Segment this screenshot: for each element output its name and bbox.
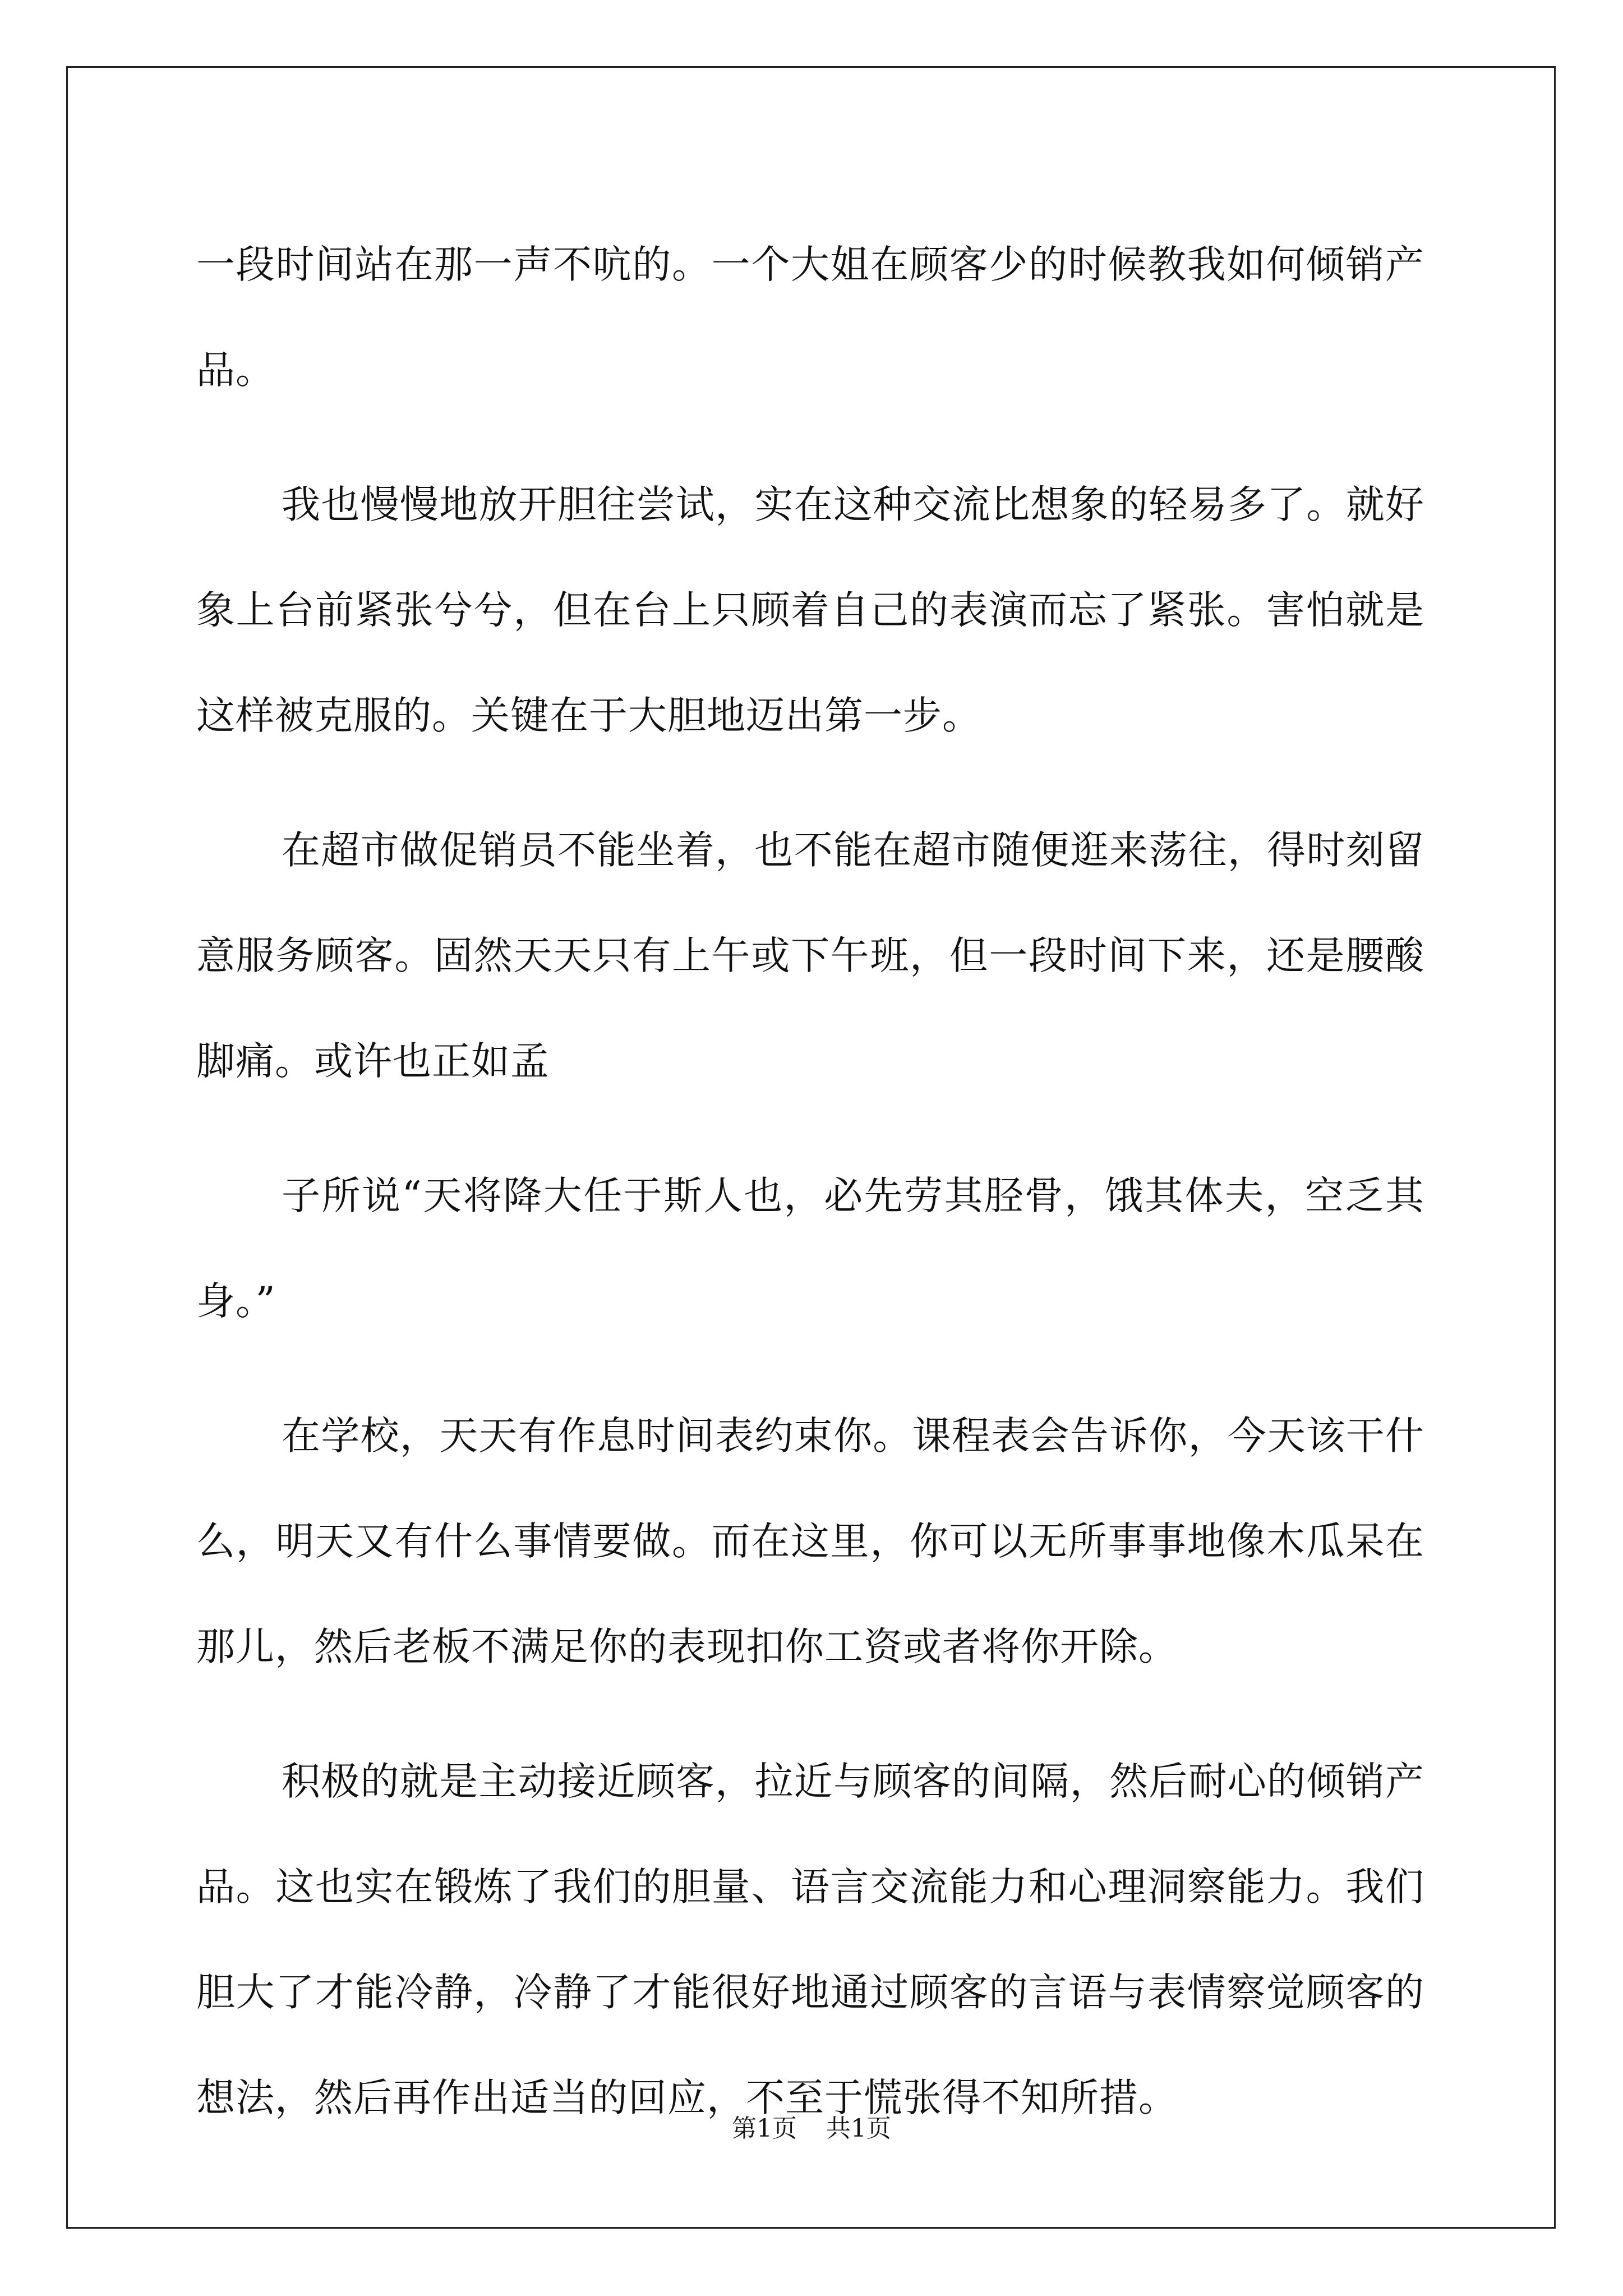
page-footer — [0, 2112, 1623, 2146]
paragraph: 积极的就是主动接近顾客，拉近与顾客的间隔，然后耐心的倾销产品。这也实在锻炼了我们的胆量、语言交流能力和心理洞察能力。我们胆大了才能冷静，冷静了才能很好地通过顾客的言语与表情察觉顾客的想法，然后再作出适当的回应，不至于慌张得不知所措。 — [196, 1759, 1424, 2120]
page-total: 共1页 — [826, 2114, 891, 2143]
paragraph: 我也慢慢地放开胆往尝试，实在这种交流比想象的轻易多了。就好象上台前紧张兮兮，但在台上只顾着自己的表演而忘了紧张。害怕就是这样被克服的。关键在于大胆地迈出第一步。 — [196, 482, 1424, 738]
paragraph: 子所说“天将降大任于斯人也，必先劳其胫骨，饿其体夫，空乏其身。” — [196, 1174, 1424, 1324]
page-number: 第1页 — [732, 2114, 797, 2143]
paragraph: 在学校，天天有作息时间表约束你。课程表会告诉你，今天该干什么，明天又有什么事情要做。而在这里，你可以无所事事地像木瓜呆在那儿，然后老板不满足你的表现扣你工资或者将你开除。 — [196, 1414, 1424, 1669]
paragraph: 一段时间站在那一声不吭的。一个大姐在顾客少的时候教我如何倾销产品。 — [196, 242, 1424, 393]
document-body — [196, 212, 1424, 2180]
paragraph: 在超市做促销员不能坐着，也不能在超市随便逛来荡往，得时刻留意服务顾客。固然天天只有上午或下午班，但一段时间下来，还是腰酸脚痛。或许也正如孟 — [196, 828, 1424, 1084]
